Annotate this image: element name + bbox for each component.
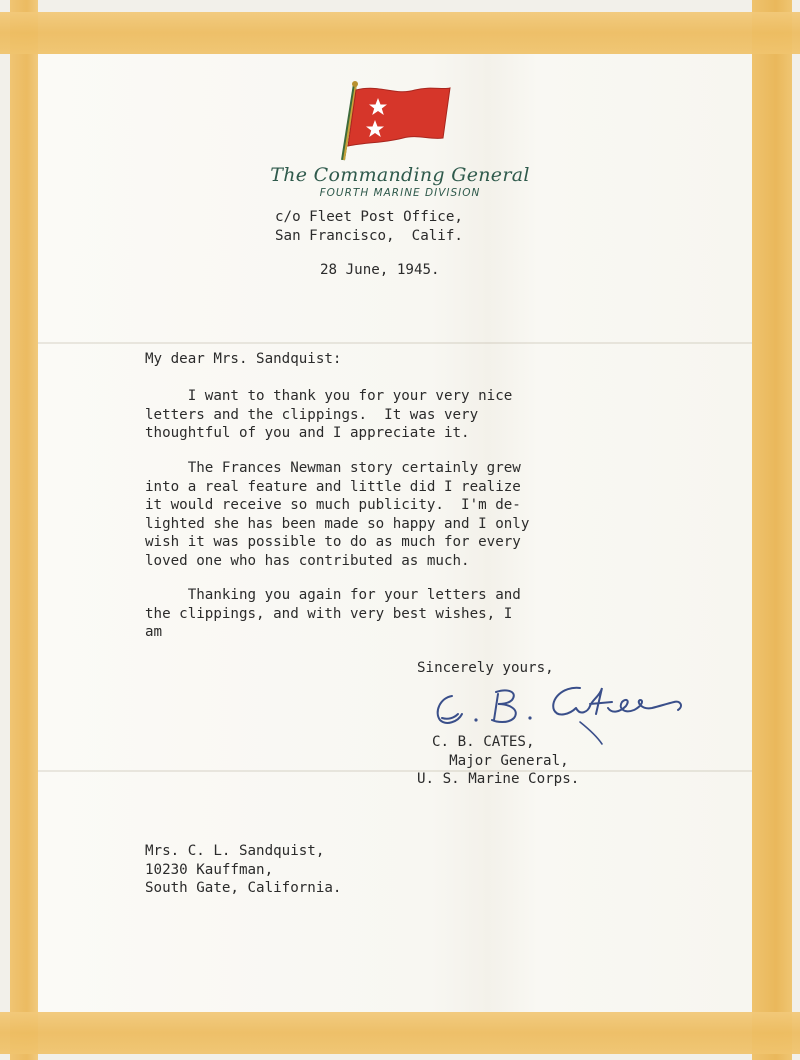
letterhead-address-line1: c/o Fleet Post Office, [275, 209, 463, 225]
paper-fold-line [38, 770, 752, 772]
closing: Sincerely yours, [417, 660, 554, 676]
tape-top [0, 12, 800, 54]
letterhead [200, 80, 600, 199]
letterhead-title: The Commanding General [270, 164, 530, 186]
two-star-flag-icon [335, 80, 455, 162]
recipient-address: Mrs. C. L. Sandquist, 10230 Kauffman, South Gate, California. [145, 843, 342, 896]
paper-fold-line [38, 342, 752, 344]
body-paragraph: I want to thank you for your very nice letters and the clippings. It was very thoughtful of you and I appreciate it. [145, 388, 513, 441]
flag-cloth [348, 88, 450, 146]
letterhead-division: FOURTH MARINE DIVISION [319, 187, 481, 199]
body-paragraph: The Frances Newman story certainly grew into a real feature and little did I realize it would receive so much publicity. I'm de- lighted she has been made so happy and I only wish it was possible to do as much for every loved one who has contributed as much. [145, 460, 530, 569]
letter-date: 28 June, 1945. [320, 262, 440, 278]
signer-organization: U. S. Marine Corps. [417, 771, 580, 787]
signer-rank: Major General, [432, 752, 569, 769]
body-paragraph: Thanking you again for your letters and the clippings, and with very best wishes, I am [145, 587, 521, 640]
flag-finial [352, 81, 358, 87]
tape-bottom [0, 1012, 800, 1054]
signature-block [417, 733, 594, 789]
letterhead-address-line2: San Francisco, Calif. [275, 228, 463, 244]
tape-left [10, 0, 38, 1060]
signer-name: C. B. CATES, [432, 734, 535, 750]
tape-right [752, 0, 792, 1060]
salutation: My dear Mrs. Sandquist: [145, 351, 342, 367]
